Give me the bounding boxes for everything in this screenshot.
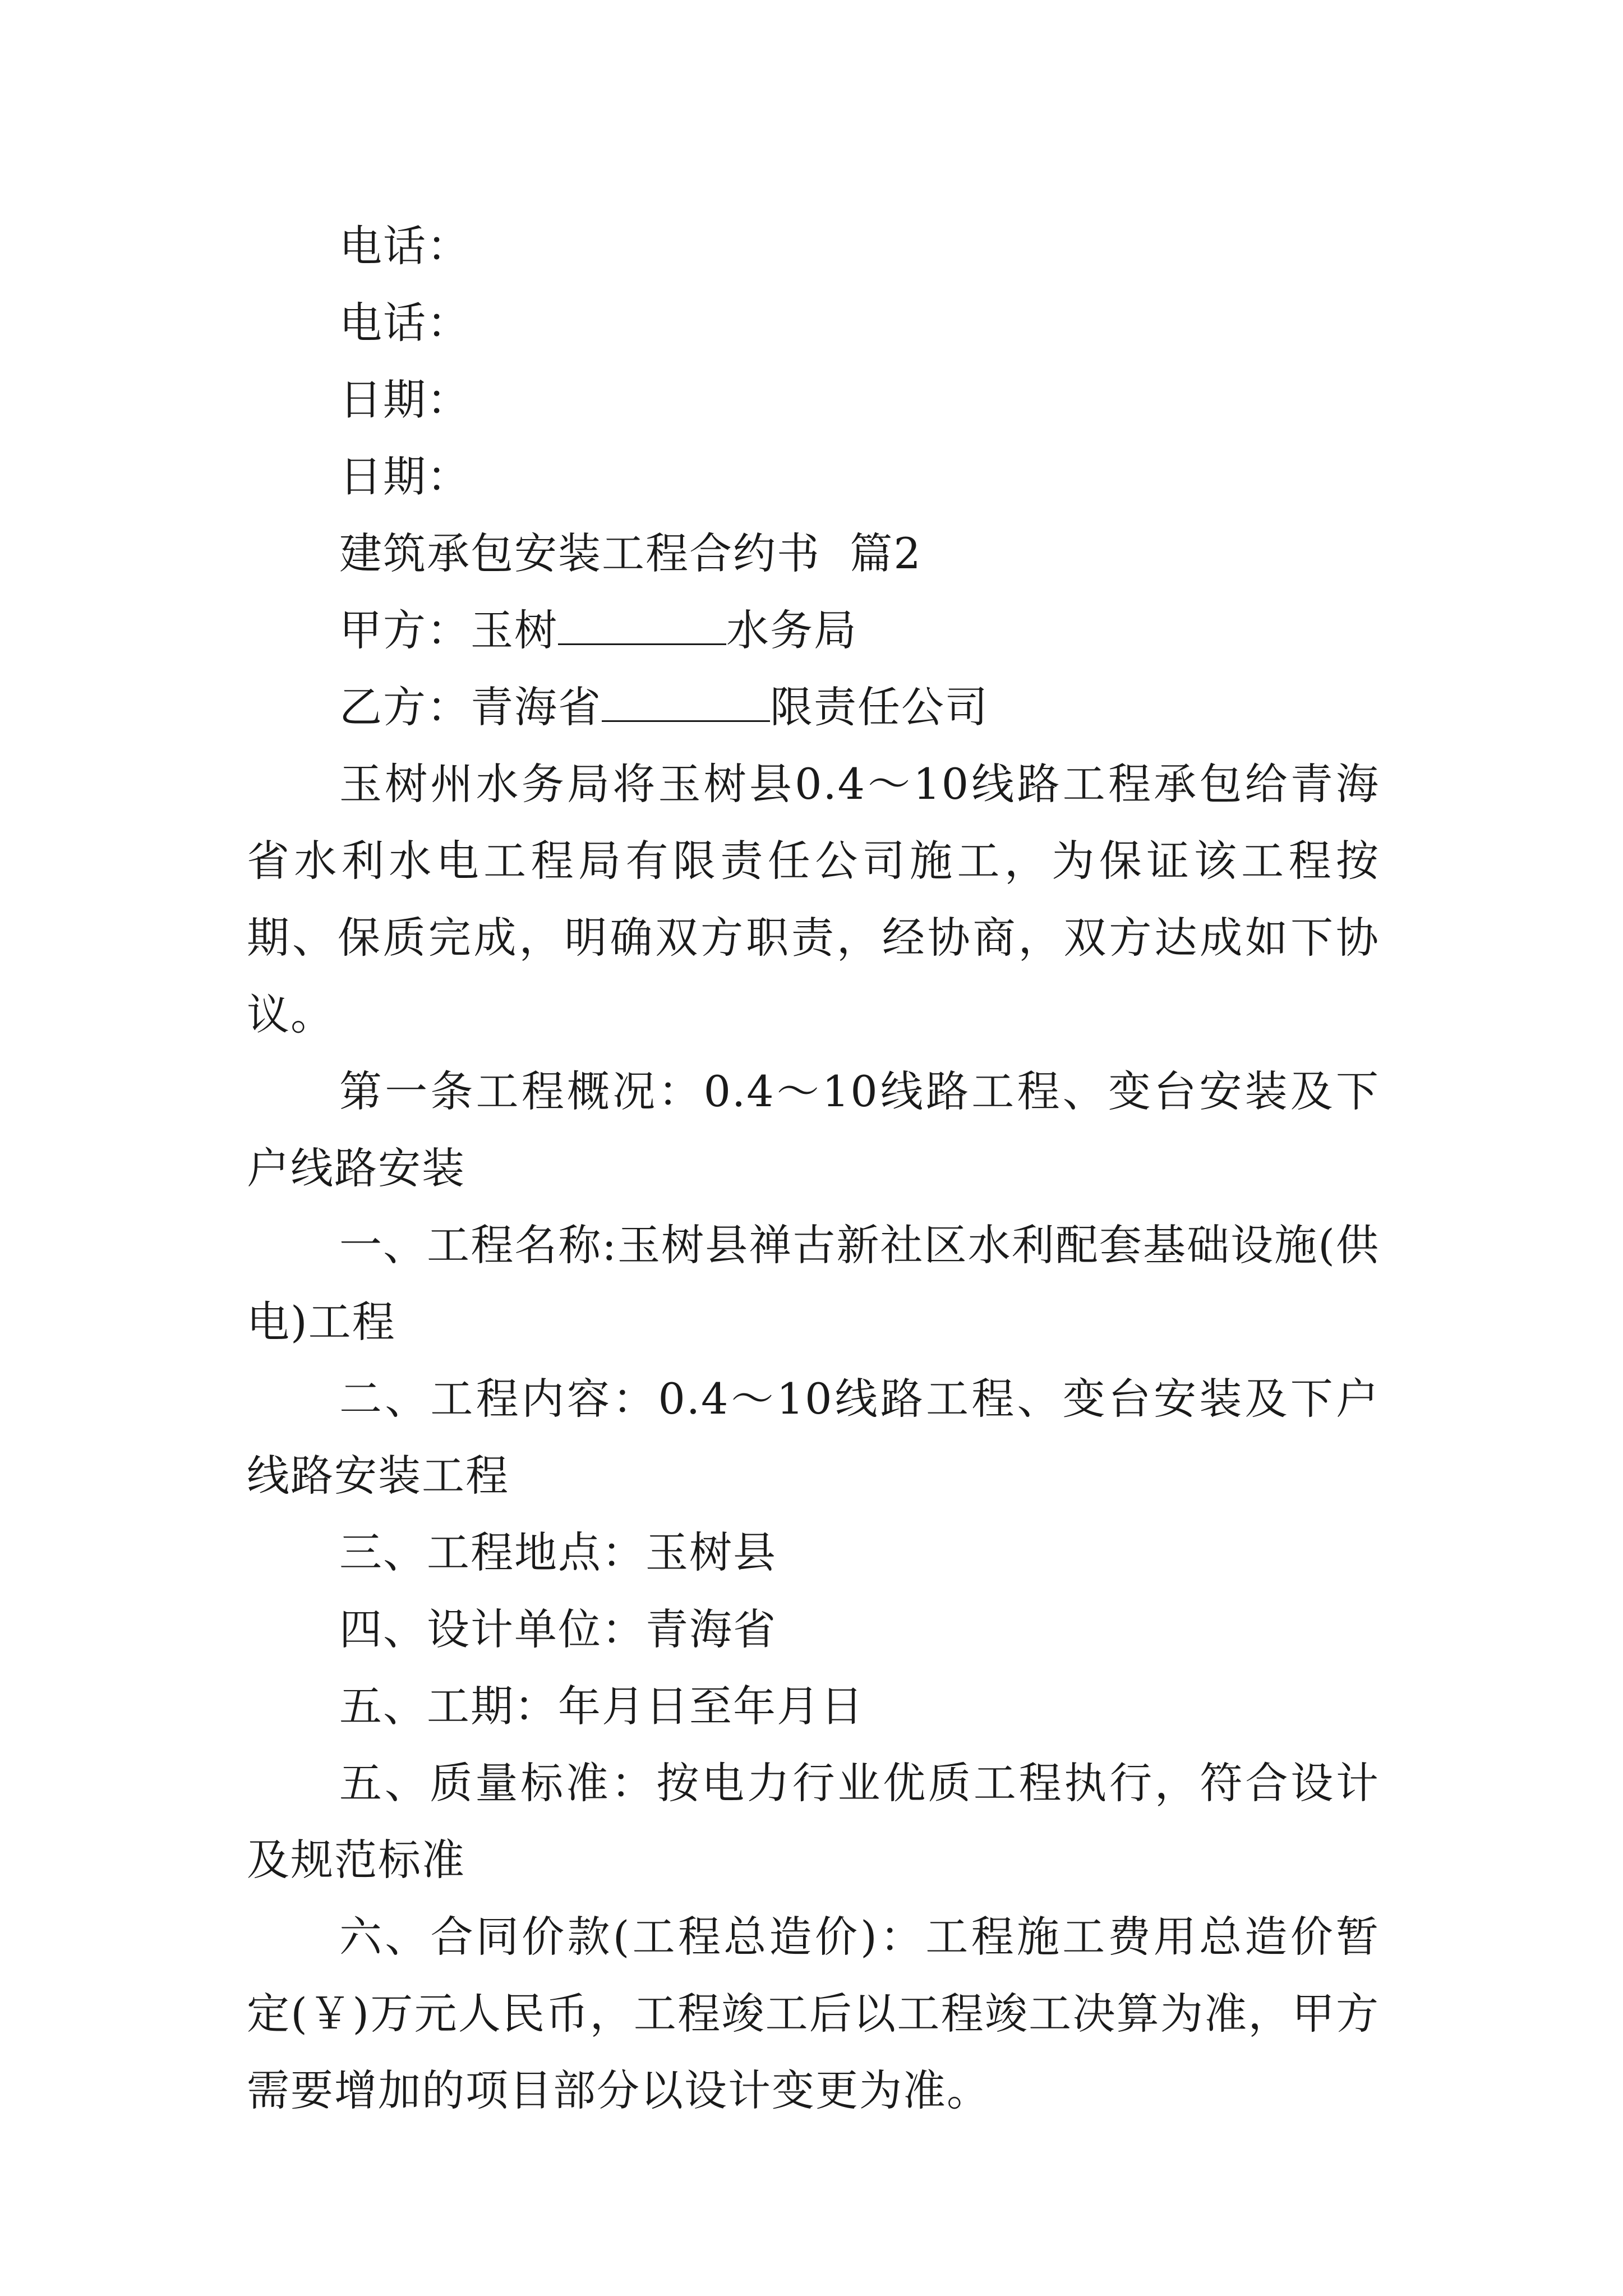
- document-body: [247, 208, 1380, 2129]
- item-design-unit: 四、设计单位：青海省: [339, 1604, 777, 1654]
- item-project-name: 一、工程名称:玉树县禅古新社区水利配套基础设施(供电)工程: [247, 1220, 1380, 1347]
- phone-line-1: 电话：: [339, 221, 471, 271]
- item-project-location: 三、工程地点：玉树县: [339, 1527, 777, 1577]
- phone-line-2: 电话：: [339, 298, 471, 348]
- item-contract-price: 六、合同价款(工程总造价)：工程施工费用总造价暂定(￥)万元人民币，工程竣工后以工程竣工决算为准，甲方需要增加的项目部分以设计变更为准。: [247, 1912, 1380, 2115]
- party-b-line: [247, 669, 1380, 746]
- item-duration: 五、工期：年月日至年月日: [339, 1681, 864, 1731]
- intro-paragraph: 玉树州水务局将玉树县0.4～10线路工程承包给青海省水利水电工程局有限责任公司施工，为保证该工程按期、保质完成，明确双方职责，经协商，双方达成如下协议。: [247, 759, 1380, 1039]
- party-a-blank: [558, 602, 726, 645]
- party-a-suffix: 水务局: [726, 605, 857, 655]
- article-1-paragraph: 第一条工程概况：0.4～10线路工程、变台安装及下户线路安装: [247, 1066, 1380, 1193]
- section-title: 建筑承包安装工程合约书 篇2: [339, 528, 922, 578]
- party-b-suffix: 限责任公司: [770, 682, 989, 732]
- party-a-prefix: 甲方：玉树: [339, 605, 558, 655]
- date-line-2: 日期：: [339, 452, 471, 501]
- date-line-1: 日期：: [339, 375, 471, 425]
- party-b-blank: [602, 679, 770, 722]
- item-project-content: 二、工程内容：0.4～10线路工程、变台安装及下户线路安装工程: [247, 1374, 1380, 1501]
- party-b-prefix: 乙方：青海省: [339, 682, 602, 732]
- party-a-line: [247, 592, 1380, 669]
- item-quality-standard: 五、质量标准：按电力行业优质工程执行，符合设计及规范标准: [247, 1758, 1380, 1885]
